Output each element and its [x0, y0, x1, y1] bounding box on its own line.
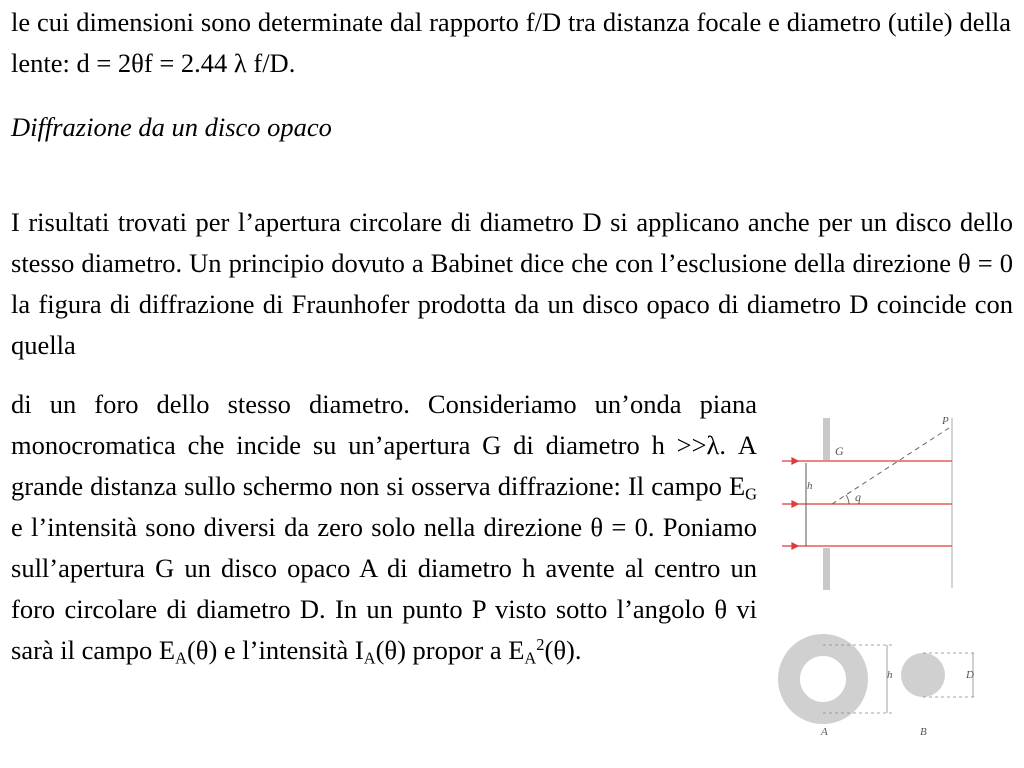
screen-upper-bar	[823, 418, 830, 460]
label-B: B	[920, 726, 927, 738]
label-A: A	[821, 726, 828, 738]
label-h: h	[807, 480, 813, 492]
label-D: D	[966, 669, 974, 681]
screen-lower-bar	[823, 548, 830, 590]
superscript: 2	[536, 634, 545, 654]
subscript: G	[745, 484, 757, 504]
intro-paragraph: le cui dimensioni sono determinate dal rapporto f/D tra distanza focale e diametro (utile) della lente: d = 2θf = 2.44 λ f/D.	[11, 7, 1011, 78]
angle-arc	[846, 495, 849, 504]
aperture-diagram	[777, 408, 967, 593]
annular-disk-A	[789, 645, 857, 713]
text-part: (θ) propor a E	[375, 635, 525, 665]
diffracted-ray	[832, 428, 949, 504]
text-part: di un foro dello stesso diametro. Consideriamo un’onda piana monocromatica che incide su un’apertura G di diametro h >>λ. A grande distanza sullo schermo non si osserva diffrazione: Il campo E	[11, 389, 757, 501]
text-part: e l’intensità sono diversi da zero solo nella direzione θ = 0. Poniamo sull’apertura G un disco opaco A di diametro h avente al centro un foro circolare di diametro D. In un punto P visto sotto l’angolo θ vi sarà il campo E	[11, 512, 757, 665]
label-h: h	[887, 669, 893, 681]
section-heading: Diffrazione da un disco opaco	[11, 112, 332, 142]
label-angle: q	[855, 490, 861, 504]
aperture-paragraph	[11, 384, 757, 671]
text-part: (θ).	[544, 635, 582, 665]
subscript: A	[363, 648, 376, 668]
disk-diagram	[777, 630, 987, 745]
incident-rays	[782, 458, 952, 549]
label-G: G	[835, 444, 844, 458]
subscript: A	[524, 648, 537, 668]
text-part: (θ) e l’intensità I	[186, 635, 364, 665]
disk-B	[901, 653, 945, 697]
label-P: P	[942, 415, 949, 427]
subscript: A	[175, 648, 187, 668]
babinet-paragraph: I risultati trovati per l’apertura circolare di diametro D si applicano anche per un disco dello stesso diametro. Un principio dovuto a Babinet dice che con l’esclusione della direzione θ = 0 la figura di diffrazione di Fraunhofer prodotta da un disco opaco di diametro D coincide con quella	[11, 207, 1013, 360]
